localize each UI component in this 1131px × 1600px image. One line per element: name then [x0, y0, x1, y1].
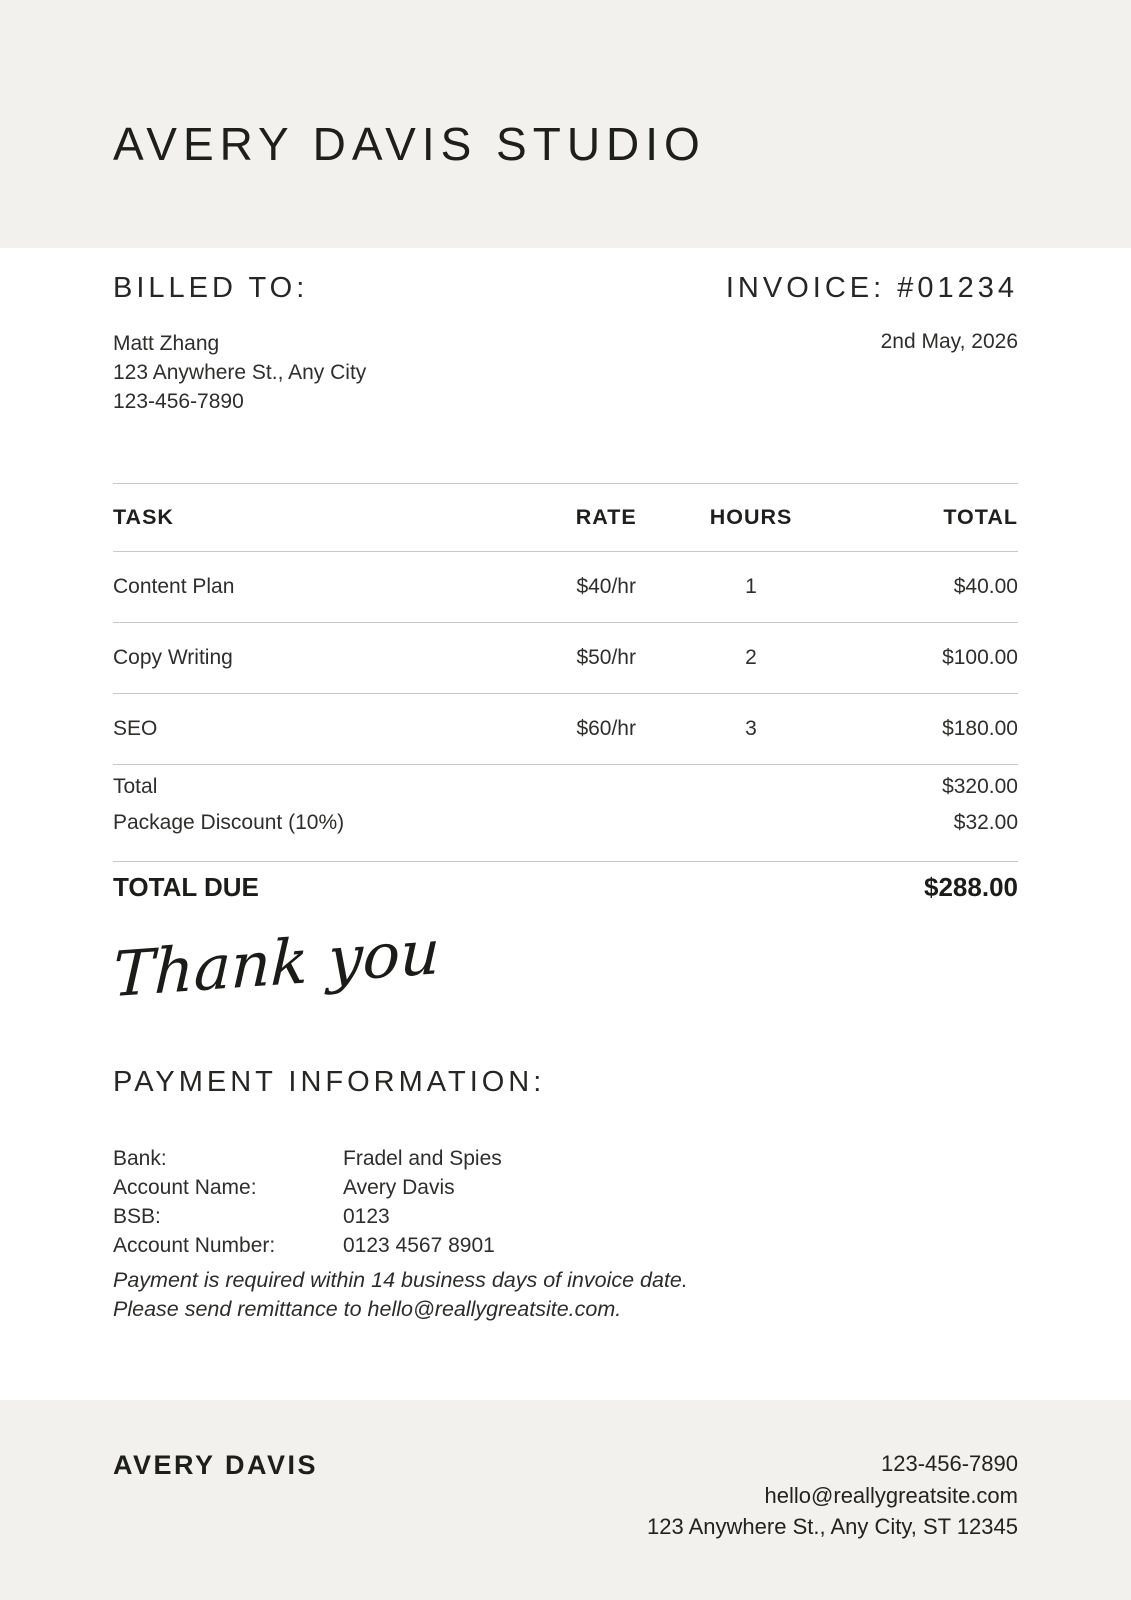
bsb-label: BSB:	[113, 1205, 161, 1228]
client-address: 123 Anywhere St., Any City	[113, 361, 367, 384]
account-number-value: 0123 4567 8901	[343, 1234, 495, 1257]
footer-contact-block	[647, 1448, 1018, 1543]
subtotal-value: $320.00	[942, 775, 1018, 798]
payment-information-heading: PAYMENT INFORMATION:	[113, 1066, 546, 1098]
bank-label: Bank:	[113, 1147, 167, 1170]
cell-task: Content Plan	[113, 575, 235, 598]
cell-task: SEO	[113, 717, 158, 740]
client-name: Matt Zhang	[113, 332, 220, 355]
cell-hours: 2	[745, 646, 757, 669]
table-row	[113, 552, 1018, 623]
payment-details	[113, 1144, 502, 1260]
cell-rate: $40/hr	[576, 575, 636, 598]
payment-note-line2: Please send remittance to hello@reallygreatsite.com.	[113, 1297, 622, 1321]
table-header-row	[113, 483, 1018, 552]
thank-you-signature: Thank you	[111, 914, 442, 1012]
cell-hours: 1	[745, 575, 757, 598]
payment-detail-row	[113, 1144, 502, 1173]
billing-section	[113, 272, 1018, 416]
column-header-hours: HOURS	[709, 505, 793, 529]
discount-value: $32.00	[953, 811, 1018, 834]
line-items-table	[113, 483, 1018, 765]
invoice-number: INVOICE: #01234	[725, 272, 1018, 304]
studio-name: AVERY DAVIS STUDIO	[113, 118, 706, 170]
cell-rate: $60/hr	[576, 717, 636, 740]
subtotal-row	[113, 769, 1018, 805]
billed-to-label: BILLED TO:	[113, 272, 309, 304]
total-due-row	[113, 872, 1018, 903]
footer-email: hello@reallygreatsite.com	[764, 1482, 1018, 1508]
column-header-rate: RATE	[575, 505, 637, 529]
client-phone: 123-456-7890	[113, 390, 244, 413]
account-name-value: Avery Davis	[343, 1176, 455, 1199]
footer-phone: 123-456-7890	[880, 1451, 1018, 1476]
totals-summary	[113, 755, 1018, 862]
invoice-meta-block	[726, 272, 1018, 354]
payment-detail-row	[113, 1202, 502, 1231]
payment-terms-note	[113, 1266, 688, 1324]
cell-total: $180.00	[942, 717, 1018, 740]
table-row	[113, 623, 1018, 694]
client-details	[113, 329, 366, 416]
total-due-label: TOTAL DUE	[113, 872, 259, 902]
cell-total: $40.00	[953, 575, 1018, 598]
bank-value: Fradel and Spies	[343, 1147, 502, 1170]
billed-to-block	[113, 272, 366, 416]
footer-studio-name: AVERY DAVIS	[113, 1450, 319, 1480]
account-name-label: Account Name:	[113, 1176, 257, 1199]
payment-note-line1: Payment is required within 14 business days of invoice date.	[113, 1268, 688, 1292]
cell-hours: 3	[745, 717, 757, 740]
discount-row	[113, 805, 1018, 841]
cell-rate: $50/hr	[576, 646, 636, 669]
cell-total: $100.00	[942, 646, 1018, 669]
cell-task: Copy Writing	[113, 646, 233, 669]
subtotal-label: Total	[113, 775, 158, 798]
payment-detail-row	[113, 1231, 502, 1260]
total-due-value: $288.00	[924, 872, 1018, 902]
column-header-total: TOTAL	[943, 505, 1018, 529]
discount-label: Package Discount (10%)	[113, 811, 345, 834]
column-header-task: TASK	[113, 505, 174, 529]
account-number-label: Account Number:	[113, 1234, 276, 1257]
footer-address: 123 Anywhere St., Any City, ST 12345	[647, 1514, 1018, 1539]
invoice-date: 2nd May, 2026	[880, 330, 1018, 353]
bsb-value: 0123	[343, 1205, 390, 1228]
payment-detail-row	[113, 1173, 502, 1202]
